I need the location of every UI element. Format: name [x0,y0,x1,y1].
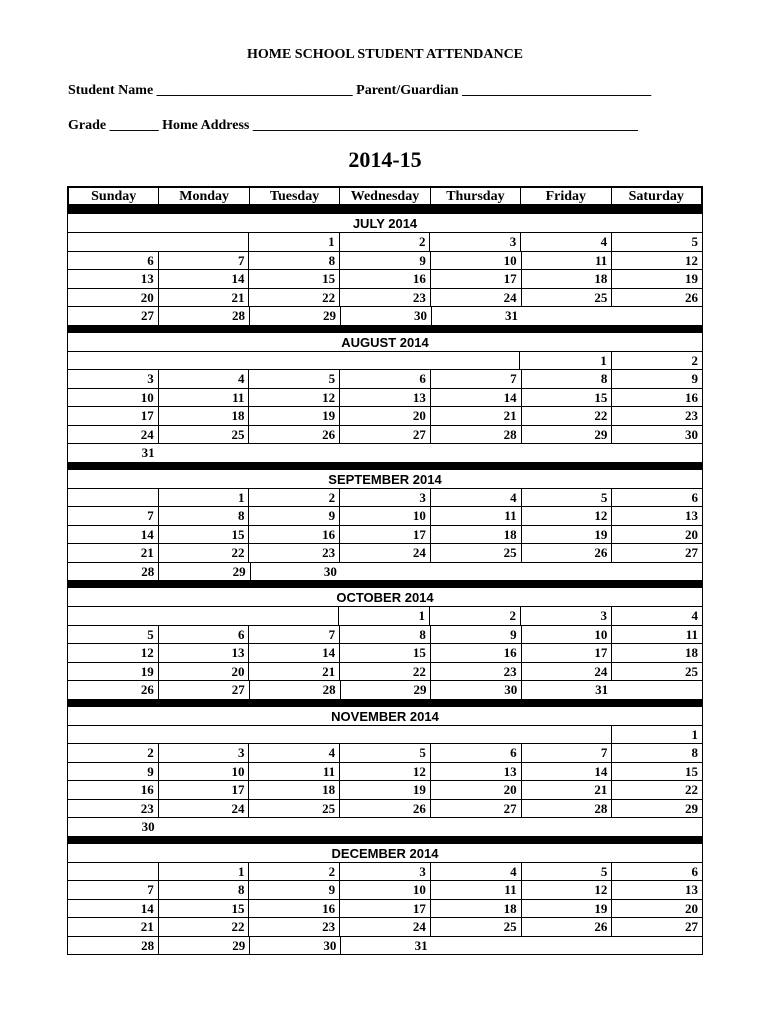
day-cell[interactable]: 20 [140,289,154,305]
day-cell[interactable]: 9 [339,252,430,270]
day-cell[interactable]: 30 [430,681,521,699]
empty-day-cell [159,444,250,462]
day-cell[interactable]: 19 [521,526,612,544]
empty-day-cell [430,726,520,744]
month-divider [68,462,702,470]
day-cell[interactable]: 18 [611,644,702,662]
week-row [68,369,702,388]
empty-day-cell [430,818,521,836]
day-cell[interactable]: 22 [339,663,430,681]
day-cell[interactable]: 22 [521,407,612,425]
day-cell[interactable]: 12 [248,389,339,407]
day-cell[interactable]: 25 [430,544,521,562]
day-cell[interactable]: 10 [140,389,154,405]
day-cell[interactable]: 5 [248,370,339,388]
day-cell[interactable]: 7 [248,626,339,644]
day-cell[interactable]: 20 [611,526,702,544]
week-row [68,543,702,562]
day-cell[interactable]: 5 [147,626,154,642]
week-row [68,743,702,762]
day-cell[interactable]: 11 [521,252,612,270]
month-divider [68,206,702,214]
day-cell[interactable]: 6 [430,744,521,762]
day-cell[interactable]: 8 [158,881,249,899]
day-cell[interactable]: 22 [611,781,702,799]
month-block [67,325,703,462]
student-parent-line[interactable]: Student Name ____________________________ Parent/Guardian ___________________________ [68,83,652,98]
month-divider [68,699,702,707]
day-cell[interactable]: 13 [158,644,249,662]
day-cell[interactable]: 4 [611,607,702,625]
empty-day-cell [432,937,522,955]
day-cell[interactable]: 9 [248,881,339,899]
week-row [68,351,702,370]
month-name: OCTOBER 2014 [336,590,434,605]
day-cell[interactable]: 13 [611,507,702,525]
day-cell[interactable]: 2 [429,607,520,625]
day-cell[interactable]: 4 [520,233,611,251]
day-cell[interactable]: 30 [611,426,702,444]
day-cell[interactable]: 17 [339,900,430,918]
day-cell[interactable]: 19 [611,270,702,288]
week-row [68,425,702,444]
form-title: HOME SCHOOL STUDENT ATTENDANCE [246,47,524,62]
day-cell[interactable]: 21 [140,919,154,934]
empty-day-cell [249,444,340,462]
day-cell[interactable]: 18 [158,407,249,425]
week-row [68,862,702,881]
day-cell[interactable]: 1 [158,863,249,881]
day-cell[interactable]: 15 [611,763,702,781]
day-cell[interactable]: 28 [141,563,155,579]
day-cell[interactable]: 11 [611,626,702,644]
day-cell[interactable]: 25 [521,289,612,307]
day-cell[interactable]: 4 [158,370,249,388]
day-cell[interactable]: 29 [521,426,612,444]
day-cell[interactable]: 26 [339,800,430,818]
day-cell[interactable]: 18 [430,526,521,544]
day-cell[interactable]: 1 [519,352,610,370]
day-cell[interactable]: 12 [521,881,612,899]
day-cell[interactable]: 24 [140,426,154,442]
day-cell[interactable]: 2 [248,489,339,507]
day-cell[interactable]: 1 [248,233,339,251]
week-row [68,799,702,818]
day-cell[interactable]: 14 [248,644,339,662]
empty-day-cell [339,726,429,744]
day-cell[interactable]: 6 [339,370,430,388]
day-cell[interactable]: 30 [340,307,431,325]
day-cell[interactable]: 13 [611,881,702,899]
month-block [67,462,703,581]
day-cell[interactable]: 13 [140,271,154,286]
day-cell[interactable]: 9 [147,763,154,779]
day-cell[interactable]: 23 [140,800,154,816]
month-block [67,699,703,836]
empty-day-cell [521,818,612,836]
day-cell[interactable]: 16 [140,782,154,797]
weekday-friday: Friday [520,188,610,204]
empty-day-cell [429,352,519,370]
empty-day-cell [521,563,611,581]
day-cell[interactable]: 15 [521,389,612,407]
weekday-tuesday: Tuesday [249,188,339,204]
weekday-sunday: Sunday [91,189,137,204]
month-block [67,206,703,325]
day-cell[interactable]: 27 [611,544,702,562]
day-cell[interactable]: 7 [521,744,612,762]
day-cell[interactable]: 21 [140,545,154,560]
day-cell[interactable]: 3 [520,607,611,625]
month-divider [68,836,702,844]
week-row [68,936,702,955]
day-cell[interactable]: 24 [339,918,430,936]
empty-day-cell [612,563,702,581]
empty-day-cell [68,489,158,507]
day-cell[interactable]: 10 [430,252,521,270]
empty-day-cell [521,444,612,462]
day-cell[interactable]: 29 [158,563,249,581]
day-cell[interactable]: 13 [339,389,430,407]
month-divider [68,325,702,333]
day-cell[interactable]: 14 [140,526,154,542]
day-cell[interactable]: 6 [611,863,702,881]
week-row [68,606,702,625]
empty-day-cell [68,726,158,744]
month-name: AUGUST 2014 [341,334,429,350]
day-cell[interactable]: 28 [249,681,340,699]
week-row [68,899,702,918]
week-row [68,643,702,662]
day-cell[interactable]: 19 [140,663,154,679]
month-block [67,580,703,699]
day-cell[interactable]: 3 [429,233,520,251]
day-cell[interactable]: 23 [339,289,430,307]
weekday-thursday: Thursday [430,188,520,204]
day-cell[interactable]: 26 [521,918,612,936]
month-name: JULY 2014 [352,216,418,231]
week-row [68,251,702,270]
day-cell[interactable]: 28 [521,800,612,818]
weekday-monday: Monday [158,188,248,204]
day-cell[interactable]: 16 [248,900,339,918]
day-cell[interactable]: 9 [430,626,521,644]
day-cell[interactable]: 16 [339,270,430,288]
day-cell[interactable]: 25 [248,800,339,818]
day-cell[interactable]: 28 [430,426,521,444]
day-cell[interactable]: 2 [147,745,154,760]
day-cell[interactable]: 17 [158,781,249,799]
day-cell[interactable]: 25 [158,426,249,444]
day-cell[interactable]: 21 [521,781,612,799]
day-cell[interactable]: 31 [521,681,612,699]
attendance-calendar [67,186,703,955]
empty-day-cell [68,233,158,251]
day-cell[interactable]: 9 [611,370,702,388]
empty-day-cell [158,607,248,625]
day-cell[interactable]: 11 [248,763,339,781]
day-cell[interactable]: 15 [158,900,249,918]
day-cell[interactable]: 3 [339,863,430,881]
day-cell[interactable]: 27 [158,681,249,699]
day-cell[interactable]: 13 [430,763,521,781]
empty-day-cell [248,607,338,625]
day-cell[interactable]: 2 [339,233,430,251]
week-row [68,232,702,251]
day-cell[interactable]: 17 [521,644,612,662]
day-cell[interactable]: 16 [248,526,339,544]
day-cell[interactable]: 23 [611,407,702,425]
week-row [68,506,702,525]
month-name: SEPTEMBER 2014 [328,471,442,487]
empty-day-cell [68,863,158,881]
day-cell[interactable]: 30 [250,563,341,581]
day-cell[interactable]: 29 [611,800,702,818]
empty-day-cell [159,818,250,836]
day-cell[interactable]: 12 [611,252,702,270]
week-row [68,388,702,407]
empty-day-cell [68,352,158,370]
week-row [68,780,702,799]
school-year: 2014-15 [348,147,422,172]
day-cell[interactable]: 30 [141,819,155,834]
week-row [68,443,702,462]
day-cell[interactable]: 29 [249,307,340,325]
week-row [68,488,702,507]
day-cell[interactable]: 17 [339,526,430,544]
empty-day-cell [68,607,158,625]
empty-day-cell [158,726,248,744]
day-cell[interactable]: 3 [339,489,430,507]
day-cell[interactable]: 2 [248,863,339,881]
day-cell[interactable]: 2 [611,352,702,370]
empty-day-cell [339,352,429,370]
day-cell[interactable]: 26 [611,289,702,307]
month-name: DECEMBER 2014 [331,845,439,861]
day-cell[interactable]: 19 [521,900,612,918]
day-cell[interactable]: 10 [158,763,249,781]
day-cell[interactable]: 22 [248,289,339,307]
day-cell[interactable]: 29 [158,937,249,955]
week-row [68,662,702,681]
day-cell[interactable]: 18 [430,900,521,918]
day-cell[interactable]: 25 [611,663,702,681]
day-cell[interactable]: 10 [339,507,430,525]
empty-day-cell [158,352,248,370]
day-cell[interactable]: 7 [147,508,154,523]
day-cell[interactable]: 15 [339,644,430,662]
day-cell[interactable]: 17 [140,408,154,423]
empty-day-cell [341,563,431,581]
day-cell[interactable]: 6 [147,252,154,268]
week-row [68,625,702,644]
day-cell[interactable]: 21 [158,289,249,307]
day-cell[interactable]: 24 [339,544,430,562]
day-cell[interactable]: 27 [430,800,521,818]
week-row [68,525,702,544]
day-cell[interactable]: 28 [141,937,155,953]
day-cell[interactable]: 23 [430,663,521,681]
empty-day-cell [612,681,702,699]
day-cell[interactable]: 14 [430,389,521,407]
day-cell[interactable]: 28 [158,307,249,325]
day-cell[interactable]: 11 [430,507,521,525]
day-cell[interactable]: 27 [611,918,702,936]
day-cell[interactable]: 15 [158,526,249,544]
day-cell[interactable]: 5 [611,233,702,251]
day-cell[interactable]: 31 [141,445,155,460]
day-cell[interactable]: 6 [158,626,249,644]
day-cell[interactable]: 19 [248,407,339,425]
day-cell[interactable]: 26 [521,544,612,562]
day-cell[interactable]: 23 [248,918,339,936]
day-cell[interactable]: 8 [248,252,339,270]
day-cell[interactable]: 4 [248,744,339,762]
month-name: NOVEMBER 2014 [331,708,439,724]
day-cell[interactable]: 1 [158,489,249,507]
week-row [68,917,702,936]
weekday-header [67,186,703,206]
week-row [68,762,702,781]
day-cell[interactable]: 8 [611,744,702,762]
day-cell[interactable]: 8 [158,507,249,525]
day-cell[interactable]: 1 [611,726,702,744]
week-row [68,880,702,899]
empty-day-cell [522,937,612,955]
day-cell[interactable]: 14 [140,900,154,916]
empty-day-cell [249,818,340,836]
empty-day-cell [612,937,702,955]
day-cell[interactable]: 5 [339,744,430,762]
day-cell[interactable]: 24 [521,663,612,681]
day-cell[interactable]: 14 [158,270,249,288]
day-cell[interactable]: 30 [249,937,340,955]
day-cell[interactable]: 16 [430,644,521,662]
day-cell[interactable]: 31 [431,307,522,325]
day-cell[interactable]: 5 [521,863,612,881]
day-cell[interactable]: 4 [430,863,521,881]
empty-day-cell [158,233,248,251]
day-cell[interactable]: 26 [140,682,154,697]
month-divider [68,580,702,588]
empty-day-cell [431,563,521,581]
empty-day-cell [520,726,610,744]
weekday-saturday: Saturday [611,188,701,204]
day-cell[interactable]: 18 [248,781,339,799]
day-cell[interactable]: 16 [611,389,702,407]
day-cell[interactable]: 4 [430,489,521,507]
day-cell[interactable]: 11 [430,881,521,899]
day-cell[interactable]: 1 [338,607,429,625]
day-cell[interactable]: 10 [339,881,430,899]
day-cell[interactable]: 21 [430,407,521,425]
empty-day-cell [612,307,702,325]
day-cell[interactable]: 10 [521,626,612,644]
week-row [68,725,702,744]
week-row [68,406,702,425]
week-row [68,817,702,836]
day-cell[interactable]: 25 [430,918,521,936]
day-cell[interactable]: 5 [521,489,612,507]
empty-day-cell [249,352,339,370]
day-cell[interactable]: 7 [147,882,154,897]
day-cell[interactable]: 27 [141,308,154,323]
week-row [68,269,702,288]
empty-day-cell [522,307,612,325]
day-cell[interactable]: 7 [430,370,521,388]
day-cell[interactable]: 22 [158,544,249,562]
month-block [67,836,703,956]
day-cell[interactable]: 31 [340,937,431,955]
day-cell[interactable]: 20 [339,407,430,425]
week-row [68,680,702,699]
weekday-wednesday: Wednesday [339,188,429,204]
day-cell[interactable]: 20 [611,900,702,918]
day-cell[interactable]: 7 [158,252,249,270]
day-cell[interactable]: 3 [158,744,249,762]
empty-day-cell [340,818,431,836]
day-cell[interactable]: 8 [339,626,430,644]
day-cell[interactable]: 23 [248,544,339,562]
day-cell[interactable]: 27 [339,426,430,444]
day-cell[interactable]: 21 [248,663,339,681]
day-cell[interactable]: 18 [521,270,612,288]
day-cell[interactable]: 11 [158,389,249,407]
day-cell[interactable]: 3 [147,371,154,386]
day-cell[interactable]: 8 [521,370,612,388]
empty-day-cell [611,444,702,462]
day-cell[interactable]: 12 [521,507,612,525]
empty-day-cell [430,444,521,462]
day-cell[interactable]: 14 [521,763,612,781]
empty-day-cell [249,726,339,744]
day-cell[interactable]: 9 [248,507,339,525]
day-cell[interactable]: 22 [158,918,249,936]
day-cell[interactable]: 29 [340,681,431,699]
day-cell[interactable]: 6 [611,489,702,507]
grade-address-line[interactable]: Grade _______ Home Address _______________________________________________________ [68,118,638,133]
week-row [68,288,702,307]
empty-day-cell [340,444,431,462]
day-cell[interactable]: 15 [248,270,339,288]
week-row [68,306,702,325]
day-cell[interactable]: 20 [430,781,521,799]
week-row [68,562,702,581]
months-container [67,206,703,955]
empty-day-cell [611,818,702,836]
day-cell[interactable]: 17 [430,270,521,288]
day-cell[interactable]: 24 [430,289,521,307]
day-cell[interactable]: 12 [140,645,154,660]
day-cell[interactable]: 24 [158,800,249,818]
day-cell[interactable]: 19 [339,781,430,799]
day-cell[interactable]: 26 [248,426,339,444]
day-cell[interactable]: 20 [158,663,249,681]
day-cell[interactable]: 12 [339,763,430,781]
